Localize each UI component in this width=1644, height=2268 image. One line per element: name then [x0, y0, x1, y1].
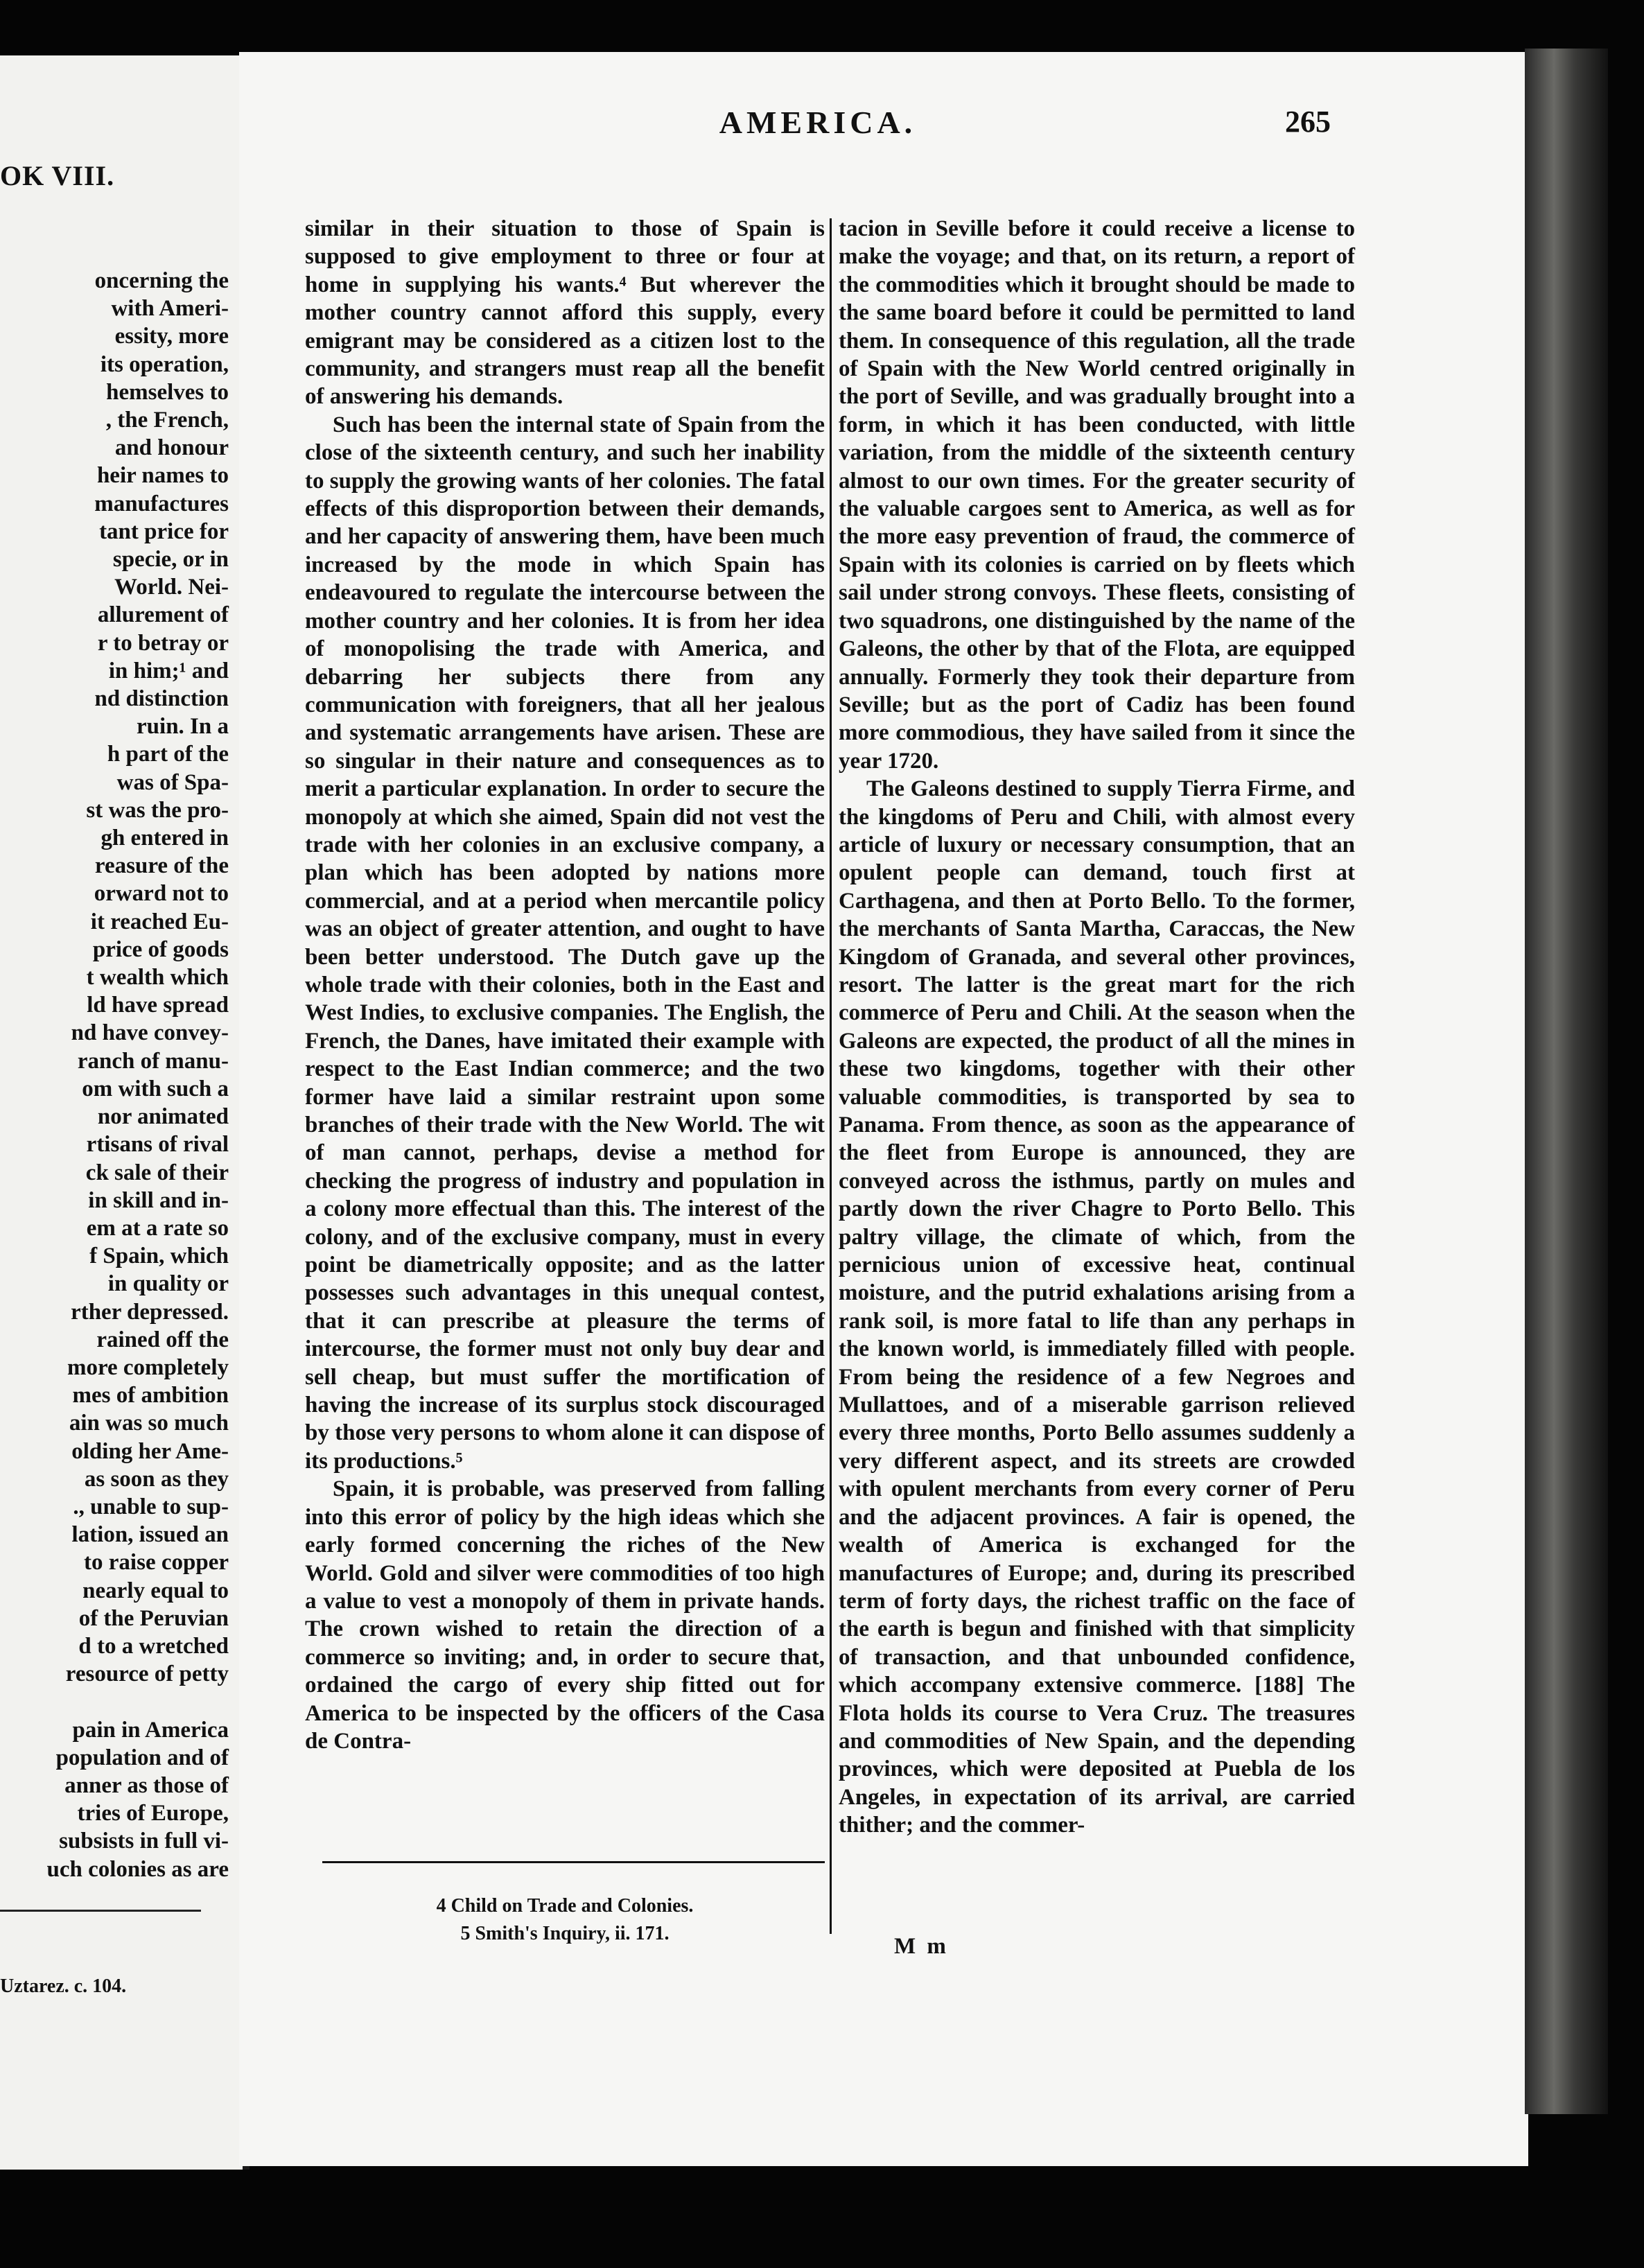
left-page-line: rther depressed. — [71, 1299, 229, 1325]
footnote-rule — [322, 1861, 825, 1863]
left-page-line: f Spain, which — [89, 1244, 229, 1269]
paragraph: tacion in Seville before it could receive a license to make the voyage; and that, on its return, a report of the commodities which it brought should be made to the same board before it could be permitted to land them. In consequence of this regulation, all the trade of Spain with the New World centred originally in the port of Seville, and was gradually brought into a form, in which it has been conducted, with little variation, from the middle of the sixteenth century almost to our own times. For the greater security of the valuable cargoes sent to America, as well as for the more easy prevention of fraud, the commerce of Spain with its colonies is carried on by fleets which sail under strong convoys. These fleets, consisting of two squadrons, one distinguished by the name of the Galeons, the other by that of the Flota, are equipped annually. Formerly they took their departure from Seville; but as the port of Cadiz has been found more commodious, they have sailed from it since the year 1720. — [839, 216, 1355, 774]
left-page-line: ld have spread — [87, 993, 229, 1018]
left-page-line: olding her Ame- — [71, 1438, 229, 1464]
page-edge-stack — [1525, 49, 1608, 2114]
page-number: 265 — [1285, 105, 1331, 139]
left-page-line: ain was so much — [69, 1411, 229, 1436]
left-page-line: tries of Europe, — [77, 1801, 229, 1826]
left-page-footnote-rule — [0, 1910, 201, 1912]
left-page-line: its operation, — [100, 351, 229, 377]
left-page-line: population and of — [55, 1745, 229, 1770]
left-page-line: World. Nei- — [114, 575, 229, 600]
left-page-line: anner as those of — [64, 1772, 229, 1798]
left-page-line: rtisans of rival — [86, 1132, 229, 1158]
left-page-line: to raise copper — [84, 1550, 229, 1576]
left-page-line: ., unable to sup- — [73, 1494, 229, 1519]
left-page-line: with Ameri- — [111, 296, 229, 322]
left-page-line: was of Spa- — [116, 769, 229, 795]
left-page-footnote: Uztarez. c. 104. — [0, 1975, 127, 1997]
left-page-running-head: OK VIII. — [0, 160, 115, 191]
left-page-line: ranch of manu- — [77, 1048, 229, 1074]
running-header — [305, 104, 1331, 146]
left-page-line: reasure of the — [94, 853, 229, 879]
left-page-line: it reached Eu- — [90, 909, 229, 934]
left-page-line: hemselves to — [106, 379, 229, 405]
left-page-line: nd distinction — [94, 686, 229, 712]
left-page-line: nearly equal to — [82, 1578, 229, 1603]
left-page-line: essity, more — [114, 324, 229, 349]
column-divider — [830, 218, 832, 1934]
left-page-line: in skill and in- — [88, 1187, 229, 1213]
left-page-line: of the Peruvian — [78, 1605, 229, 1631]
left-page-line: st was the pro- — [86, 797, 229, 823]
left-page-line: ck sale of their — [85, 1160, 229, 1185]
left-page-line: as soon as they — [84, 1466, 229, 1492]
left-text-column — [305, 215, 825, 1755]
left-page-line: t wealth which — [86, 965, 229, 991]
left-page-line: em at a rate so — [86, 1215, 229, 1241]
footnote-5: 5 Smith's Inquiry, ii. 171. — [460, 1923, 670, 1944]
left-page-line: tant price for — [99, 518, 229, 544]
left-page-line: lation, issued an — [71, 1522, 229, 1548]
left-page-line: nor animated — [97, 1104, 229, 1130]
page-title: AMERICA. — [719, 105, 917, 140]
left-page-line: om with such a — [82, 1076, 229, 1101]
left-page-line: h part of the — [107, 742, 229, 767]
left-page-line: heir names to — [96, 463, 229, 489]
left-page-line — [0, 1688, 229, 1716]
paragraph: similar in their situation to those of Spain is supposed to give employment to three or four at home in supplying his wants.⁴ But wherever the mother country cannot afford this supply, every emigrant may be considered as a citizen lost to the community, and strangers must reap all the benefit of answering his demands. — [305, 216, 825, 410]
left-page-line: ruin. In a — [137, 714, 229, 740]
right-text-column — [839, 215, 1355, 1840]
left-page-text — [0, 267, 229, 1883]
left-page-line: in him;¹ and — [108, 658, 229, 683]
footnotes — [305, 1892, 825, 1948]
paragraph: Spain, it is probable, was preserved from falling into this error of policy by the high ideas which she early formed concerning the riches of the New World. Gold and silver were commodities of too high a value to vest a monopoly of them in private hands. The crown wished to retain the direction of a commerce so inviting; and, in order to secure that, ordained the cargo of every ship fitted out for America to be inspected by the officers of the Casa de Contra- — [305, 1476, 825, 1754]
footnote-4: 4 Child on Trade and Colonies. — [436, 1895, 694, 1917]
left-page-line: more completely — [67, 1354, 229, 1380]
left-page-line: subsists in full vi- — [59, 1829, 229, 1854]
paragraph: Such has been the internal state of Spain from the close of the sixteenth century, and such her inability to supply the growing wants of her colonies. The fatal effects of this disproportion between their demands, and her capacity of answering them, have been much increased by the mode in which Spain has endeavoured to regulate the intercourse between the mother country and her colonies. It is from her idea of monopolising the trade with America, and debarring her subjects there from any communication with foreigners, that all her jealous and systematic arrangements have arisen. These are so singular in their nature and consequences as to merit a particular explanation. In order to secure the monopoly at which she aimed, Spain did not vest the trade with her colonies in an exclusive company, a plan which has been adopted by nations more commercial, and at a period when mercantile policy was an object of greater attention, and ought to have been better understood. The Dutch gave up the whole trade with their colonies, both in the East and West Indies, to exclusive companies. The English, the French, the Danes, have imitated their example with respect to the East Indian commerce; and the two former have laid a similar restraint upon some branches of their trade with the New World. The wit of man cannot, perhaps, devise a method for checking the progress of industry and population in a colony more effectual than this. The interest of the colony, and of the exclusive company, must in every point be diametrically opposite; and as the latter possesses such advantages in this unequal contest, that it can prescribe at pleasure the terms of intercourse, the former must not only buy dear and sell cheap, but must suffer the mortification of having the increase of its surplus stock discouraged by those very persons to whom alone it can dispose of its productions.⁵ — [305, 412, 825, 1474]
left-page-line: resource of petty — [65, 1661, 229, 1687]
left-page-line: price of goods — [92, 936, 229, 962]
left-page-line: nd have convey- — [71, 1020, 229, 1046]
left-page-line: d to a wretched — [78, 1633, 229, 1659]
left-page-line: pain in America — [72, 1717, 229, 1743]
paragraph: The Galeons destined to supply Tierra Firme, and the kingdoms of Peru and Chili, with almost every article of luxury or necessary consumption, that an opulent people can demand, touch first at Carthagena, and then at Porto Bello. To the former, the merchants of Santa Martha, Caraccas, the New Kingdom of Granada, and several other provinces, resort. The latter is the great mart for the rich commerce of Peru and Chili. At the season when the Galeons are expected, the product of all the mines in these two kingdoms, together with their other valuable commodities, is transported by sea to Panama. From thence, as soon as the appearance of the fleet from Europe is announced, they are conveyed across the isthmus, partly on mules and partly down the river Chagre to Porto Bello. This paltry village, the climate of which, from the pernicious union of excessive heat, continual moisture, and the putrid exhalations arising from a rank soil, is more fatal to life than any perhaps in the known world, is immediately filled with people. From being the residence of a few Negroes and Mullattoes, and of a miserable garrison relieved every three months, Porto Bello assumes suddenly a very different aspect, and its streets are crowded with opulent merchants from every corner of Peru and the adjacent provinces. A fair is opened, the wealth of America is exchanged for the manufactures of Europe; and, during its prescribed term of forty days, the richest traffic on the face of the earth is begun and finished with that simplicity of transaction, and that unbounded confidence, which accompany extensive commerce. [188] The Flota holds its course to Vera Cruz. The treasures and commodities of New Spain, and the depending provinces, which were deposited at Puebla de los Angeles, in expectation of its arrival, are carried thither; and the commer- — [839, 776, 1355, 1838]
left-page-line: allurement of — [97, 602, 229, 628]
left-page-line: rained off the — [96, 1327, 229, 1352]
left-page-line: manufactures — [94, 491, 229, 516]
left-page-line: oncerning the — [94, 268, 229, 293]
signature-mark: M m — [894, 1934, 949, 1959]
left-page-line: orward not to — [94, 881, 229, 907]
left-page-line: specie, or in — [112, 547, 229, 573]
left-page-line: uch colonies as are — [46, 1856, 229, 1882]
left-page-fragment — [0, 55, 243, 2170]
left-page-line: and honour — [114, 435, 229, 461]
left-page-line: in quality or — [107, 1271, 229, 1297]
left-page-line: gh entered in — [100, 826, 229, 851]
left-page-line: , the French, — [105, 408, 229, 433]
left-page-line: mes of ambition — [72, 1383, 229, 1408]
left-page-line: r to betray or — [97, 630, 229, 656]
